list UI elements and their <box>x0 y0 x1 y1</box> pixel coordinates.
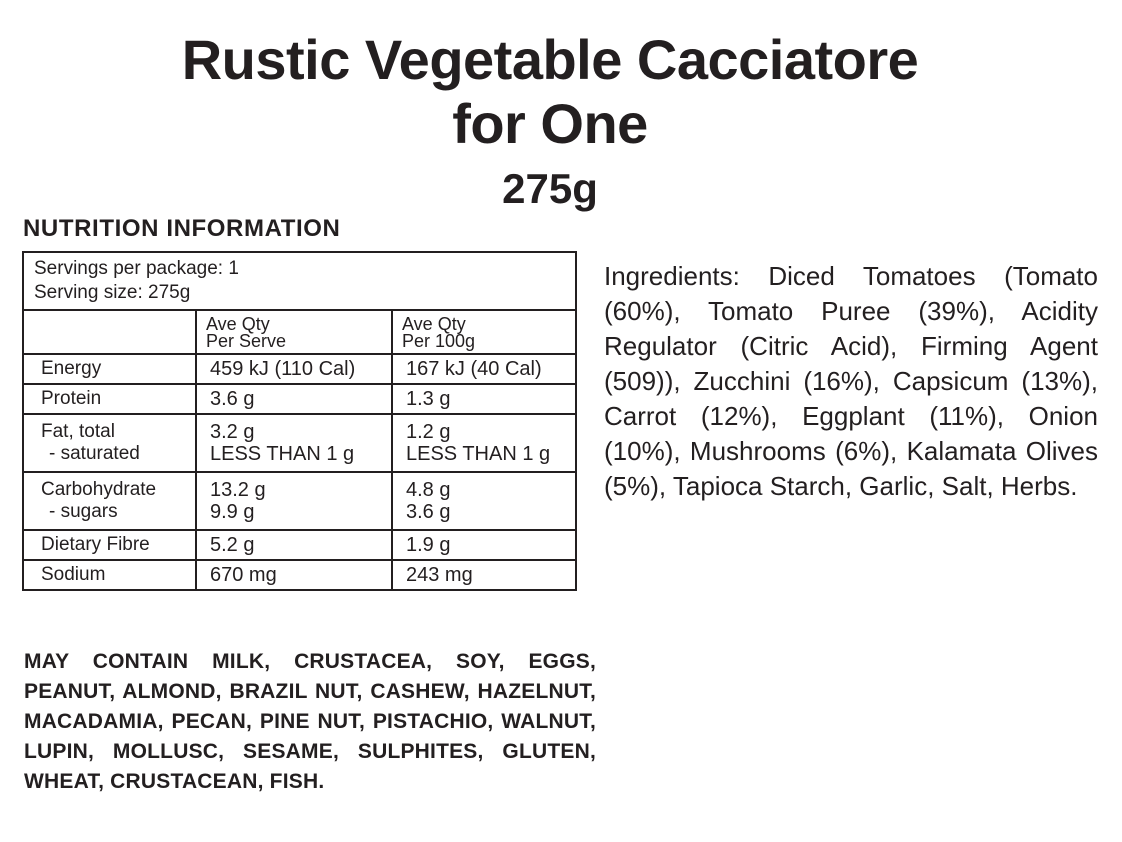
allergen-statement: MAY CONTAIN MILK, CRUSTACEA, SOY, EGGS, PEANUT, ALMOND, BRAZIL NUT, CASHEW, HAZELNUT, MACADAMIA, PECAN, PINE NUT, PISTACHIO, WALNUT, LUPIN, MOLLUSC, SESAME, SULPHITES, GLUTEN, WHEAT, CRUSTACEAN, FISH. <box>24 650 596 793</box>
per-100g-value: 1.9 g <box>392 530 576 560</box>
per-100g-value: 167 kJ (40 Cal) <box>392 354 576 384</box>
header-per-100g-line2: Per 100g <box>402 331 476 351</box>
nutrient-name: Fat, total <box>41 421 115 442</box>
per-serve-cell <box>196 414 392 472</box>
header-per-serve <box>196 310 392 354</box>
table-row <box>23 560 576 590</box>
table-row <box>23 354 576 384</box>
servings-per-package: Servings per package: 1 <box>34 258 239 279</box>
per-serve-subvalue: 9.9 g <box>210 501 255 523</box>
table-row <box>23 414 576 472</box>
table-row <box>23 384 576 414</box>
nutrient-name-cell <box>23 414 196 472</box>
per-100g-value: 1.2 g <box>406 421 451 443</box>
per-100g-value: 4.8 g <box>406 479 451 501</box>
header-per-serve-line1: Ave Qty <box>206 314 270 334</box>
net-weight: 275g <box>502 165 598 212</box>
per-100g-cell <box>392 414 576 472</box>
ingredients-text: Ingredients: Diced Tomatoes (Tomato (60%), Tomato Puree (39%), Acidity Regulator (Citric Acid), Firming Agent (509)), Zucchini (16%), Capsicum (13%), Carrot (12%), Eggplant (11%), Onion (10%), Mushrooms (6%), Kalamata Olives (5%), Tapioca Starch, Garlic, Salt, Herbs. <box>604 261 1098 501</box>
per-100g-cell <box>392 472 576 530</box>
servings-cell <box>23 252 576 310</box>
nutrient-name: Carbohydrate <box>41 479 157 500</box>
per-100g-subvalue: LESS THAN 1 g <box>406 443 551 465</box>
nutrition-table <box>22 251 577 591</box>
per-100g-value: 1.3 g <box>392 384 576 414</box>
table-row <box>23 530 576 560</box>
header-per-100g-line1: Ave Qty <box>402 314 466 334</box>
per-serve-value: 3.2 g <box>210 421 255 443</box>
column-header-row <box>23 310 576 354</box>
nutrient-subname: - saturated <box>49 443 140 464</box>
nutrient-name: Energy <box>23 354 196 384</box>
header-blank-cell <box>23 310 196 354</box>
nutrient-name: Dietary Fibre <box>23 530 196 560</box>
nutrient-name: Protein <box>23 384 196 414</box>
nutrient-subname: - sugars <box>49 501 118 522</box>
per-serve-value: 459 kJ (110 Cal) <box>196 354 392 384</box>
per-serve-subvalue: LESS THAN 1 g <box>210 443 355 465</box>
per-serve-value: 5.2 g <box>196 530 392 560</box>
servings-row <box>23 252 576 310</box>
per-100g-value: 243 mg <box>392 560 576 590</box>
per-serve-value: 13.2 g <box>210 479 266 501</box>
product-title <box>0 28 1100 156</box>
header-per-serve-line2: Per Serve <box>206 331 287 351</box>
per-serve-value: 3.6 g <box>196 384 392 414</box>
nutrient-name: Sodium <box>23 560 196 590</box>
nutrient-name-cell <box>23 472 196 530</box>
nutrition-heading: NUTRITION INFORMATION <box>23 215 341 242</box>
table-row <box>23 472 576 530</box>
per-serve-cell <box>196 472 392 530</box>
header-per-100g <box>392 310 576 354</box>
product-title-line1: Rustic Vegetable Cacciatore <box>181 28 919 91</box>
product-title-line2: for One <box>452 92 648 155</box>
per-100g-subvalue: 3.6 g <box>406 501 451 523</box>
serving-size: Serving size: 275g <box>34 282 191 303</box>
per-serve-value: 670 mg <box>196 560 392 590</box>
